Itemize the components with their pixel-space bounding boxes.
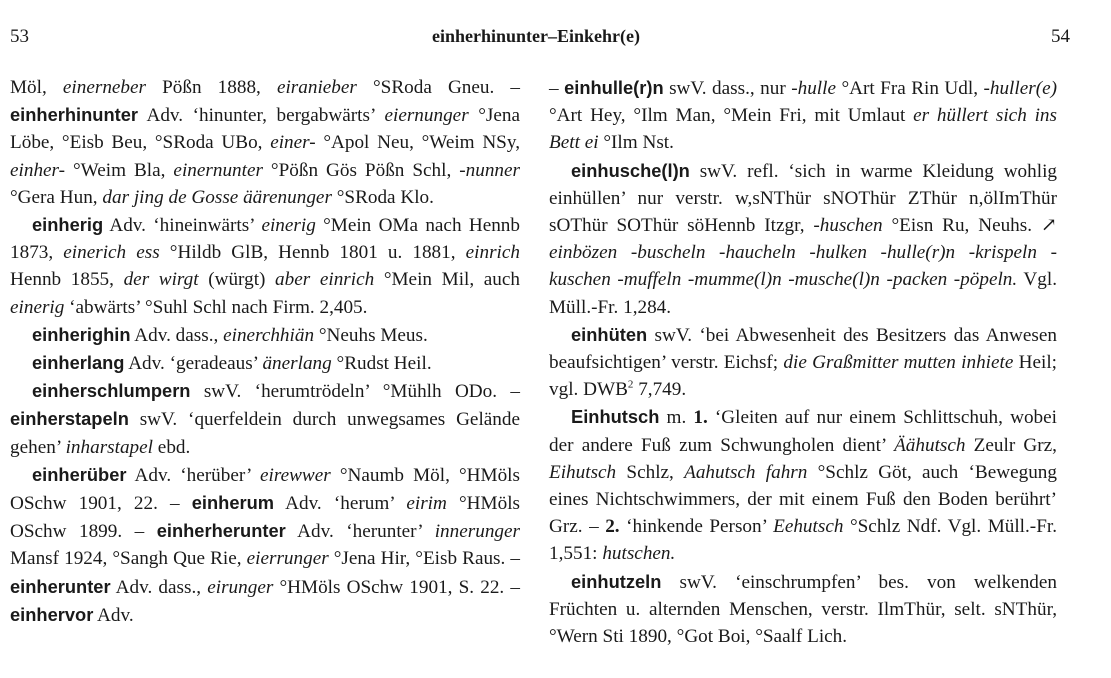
headword: einherunter bbox=[10, 575, 111, 597]
italic-text: Äähutsch bbox=[894, 434, 966, 456]
text-run: m. bbox=[659, 407, 694, 429]
text-run: °Pößn Gös Pößn Schl, bbox=[262, 159, 460, 181]
text-run: ebd. bbox=[153, 436, 191, 458]
headword: einherstapeln bbox=[10, 408, 129, 430]
headword: Einhutsch bbox=[571, 406, 660, 428]
text-run: Adv. dass., bbox=[130, 324, 224, 346]
text-run: swV. ‘querfeldein durch unwegsames Gelände gehen’ bbox=[10, 409, 520, 458]
italic-text: -nunner bbox=[459, 159, 520, 181]
italic-text: die Graßmitter mutten inhiete bbox=[783, 352, 1014, 374]
italic-text: inharstapel bbox=[65, 436, 153, 458]
headword: einhervor bbox=[10, 603, 94, 625]
italic-text: einerneber bbox=[62, 77, 147, 98]
italic-text: einher- bbox=[10, 159, 66, 181]
headword: einherighin bbox=[32, 323, 131, 345]
italic-text: einrich bbox=[465, 242, 520, 264]
text-run: 7,749. bbox=[633, 379, 687, 401]
text-run: Adv. ‘geradeaus’ bbox=[124, 353, 263, 375]
text-run: °Schlz Ndf. Vgl. Müll.-Fr. 1,551: bbox=[549, 516, 1057, 565]
headword: einhusche(l)n bbox=[571, 159, 690, 181]
text-run: Vgl. Müll.-Fr. 1,284. bbox=[549, 269, 1057, 318]
italic-text: Eihutsch bbox=[549, 461, 617, 483]
headword: einherüber bbox=[32, 463, 127, 485]
text-run: °Jena Löbe, °Eisb Beu, °SRoda UBo, bbox=[10, 105, 520, 154]
text-run: Adv. ‘hinunter, bergabwärts’ bbox=[137, 105, 385, 127]
italic-text: Aahutsch fahrn bbox=[684, 461, 808, 483]
running-title: einherhinunter–Einkehr(e) bbox=[431, 26, 640, 46]
headword: einherhinunter bbox=[10, 104, 138, 126]
italic-text: einernunter bbox=[173, 159, 263, 181]
italic-text: eirunger bbox=[207, 576, 274, 598]
entry-einherighin bbox=[10, 321, 520, 349]
headword: einherig bbox=[32, 214, 104, 236]
entry-einherlang bbox=[10, 349, 520, 377]
text-run: Möl, bbox=[10, 77, 63, 98]
italic-text: einerig bbox=[261, 215, 316, 237]
sense-number: 2. bbox=[605, 516, 620, 538]
text-run: Adv. bbox=[93, 604, 134, 626]
text-run: Adv. dass., bbox=[110, 576, 208, 598]
entry-einhutsch bbox=[549, 403, 1057, 567]
italic-text: Eehutsch bbox=[773, 516, 844, 538]
text-run: Adv. ‘herüber’ bbox=[126, 464, 261, 486]
text-run: °SRoda Klo. bbox=[331, 186, 434, 208]
sense-number: 1. bbox=[693, 407, 708, 429]
italic-text: aber einrich bbox=[275, 269, 375, 291]
text-run: swV. refl. ‘sich in warme Kleidung wohlig einhüllen’ nur verstr. w,sNThür sNOThür ZThür n,ölImThür sOThür SOThür söHennb Itzgr, bbox=[549, 160, 1057, 237]
entry-einherueber bbox=[10, 461, 520, 629]
text-run: – bbox=[549, 78, 565, 99]
italic-text: eiernunger bbox=[384, 105, 469, 127]
headword: einherschlumpern bbox=[32, 380, 191, 402]
page-number-left: 53 bbox=[10, 26, 29, 47]
entry-einhueten bbox=[549, 321, 1057, 404]
entry-einherschlumpern bbox=[10, 377, 520, 461]
text-run: Zeulr Grz, bbox=[965, 434, 1057, 456]
text-run: Adv. ‘herum’ bbox=[274, 493, 407, 515]
headword: einhüten bbox=[571, 323, 648, 345]
italic-text: eierrunger bbox=[246, 548, 329, 570]
text-run: ‘abwärts’ °Suhl Schl nach Firm. 2,405. bbox=[64, 296, 368, 318]
headword: einherherunter bbox=[156, 520, 286, 542]
text-run: °Eisn Ru, Neuhs. ↗ bbox=[882, 215, 1057, 237]
italic-text: einer- bbox=[270, 132, 316, 154]
headword: einhutzeln bbox=[571, 570, 662, 592]
text-run: °Jena Hir, °Eisb Raus. – bbox=[328, 548, 520, 570]
text-run: swV. ‘bei Abwesenheit des Besitzers das Anwesen beaufsichtigen’ verstr. Eichsf; bbox=[549, 324, 1057, 374]
italic-text: einerig bbox=[10, 296, 65, 318]
italic-text: der wirgt bbox=[123, 269, 199, 291]
text-run: Adv. ‘hineinwärts’ bbox=[103, 215, 262, 237]
text-run: °Gera Hun, bbox=[10, 186, 103, 208]
entry-continuation bbox=[10, 74, 520, 211]
text-run: °Hildb GlB, Hennb 1801 u. 1881, bbox=[159, 242, 466, 264]
text-run: °Schlz Göt, auch ‘Bewegung eines Nichtschwimmers, der mit einem Fuß den Boden berührt’ Grz. – bbox=[549, 461, 1057, 538]
text-run: °HMöls OSchw 1901, S. 22. – bbox=[273, 576, 520, 598]
headword: einherlang bbox=[32, 352, 125, 374]
left-column bbox=[10, 74, 520, 629]
text-run: Hennb 1855, bbox=[10, 269, 124, 291]
text-run: swV. dass., nur bbox=[663, 78, 792, 99]
italic-text: -huller(e) bbox=[983, 78, 1058, 99]
text-run: Heil; vgl. DWB bbox=[549, 352, 1057, 401]
italic-text: eiranieber bbox=[276, 77, 357, 98]
italic-text: innerunger bbox=[434, 521, 520, 543]
page-number-right: 54 bbox=[1051, 26, 1070, 47]
entry-einhuscheln bbox=[549, 157, 1057, 321]
italic-text: er hüllert sich ins Bett ei bbox=[549, 105, 1057, 154]
text-run: °Art Hey, °Ilm Man, °Mein Fri, mit Umlaut bbox=[549, 105, 914, 127]
text-run: °Weim Bla, bbox=[65, 159, 174, 181]
text-run: Schlz, bbox=[616, 461, 685, 483]
text-run: Pößn 1888, bbox=[146, 77, 277, 98]
text-run: °HMöls OSchw 1899. – bbox=[10, 493, 520, 543]
text-run: °Ilm Nst. bbox=[598, 132, 674, 154]
italic-text: -hulle bbox=[791, 78, 836, 99]
entry-einhullern bbox=[549, 74, 1057, 157]
italic-text: dar jing de Gosse äärenunger bbox=[102, 186, 332, 208]
italic-text: hutschen. bbox=[602, 543, 676, 565]
text-run: °Art Fra Rin Udl, bbox=[835, 78, 984, 99]
entry-einhutzeln bbox=[549, 568, 1057, 651]
text-run: °Mein Mil, auch bbox=[374, 269, 520, 291]
entry-einherig bbox=[10, 211, 520, 321]
text-run: °Rudst Heil. bbox=[331, 353, 432, 375]
text-run: Mansf 1924, °Sangh Que Rie, bbox=[10, 548, 247, 570]
italic-text: -huschen bbox=[813, 215, 883, 237]
text-run: °Naumb Möl, °HMöls OSchw 1901, 22. – bbox=[10, 464, 520, 515]
text-run: (würgt) bbox=[198, 269, 276, 291]
text-run: °Neuhs Meus. bbox=[314, 324, 428, 346]
text-run: Adv. ‘herunter’ bbox=[285, 521, 435, 543]
headword: einhulle(r)n bbox=[564, 77, 664, 98]
headword: einherum bbox=[191, 492, 275, 514]
italic-text: einerchhiän bbox=[223, 324, 315, 346]
italic-text: änerlang bbox=[262, 353, 332, 375]
italic-text: einbözen -buscheln -haucheln -hulken -hulle(r)n -krispeln -kuschen -muffeln -mumme(l)n -musche(l)n -packen -pöpeln. bbox=[549, 242, 1057, 291]
text-run: °Mein OMa nach Hennb 1873, bbox=[10, 215, 520, 264]
superscript: 2 bbox=[627, 378, 634, 391]
text-run: swV. ‘einschrumpfen’ bes. von welkenden Früchten u. alternden Menschen, verstr. IlmThür, selt. sNThür, °Wern Sti 1890, °Got Boi, °Saalf Lich. bbox=[549, 571, 1057, 648]
text-run: ‘Gleiten auf nur einem Schlittschuh, wobei der andere Fuß zum Schwungholen dient’ bbox=[549, 407, 1057, 456]
text-run: °SRoda Gneu. – bbox=[356, 77, 520, 98]
italic-text: einerich ess bbox=[63, 242, 160, 264]
text-run: ‘hinkende Person’ bbox=[619, 516, 774, 538]
right-column bbox=[549, 74, 1057, 650]
text-run: °Apol Neu, °Weim NSy, bbox=[315, 132, 520, 154]
italic-text: eirewwer bbox=[260, 464, 331, 486]
italic-text: eirim bbox=[406, 493, 447, 515]
text-run: swV. ‘herumtrödeln’ °Mühlh ODo. – bbox=[190, 381, 520, 403]
